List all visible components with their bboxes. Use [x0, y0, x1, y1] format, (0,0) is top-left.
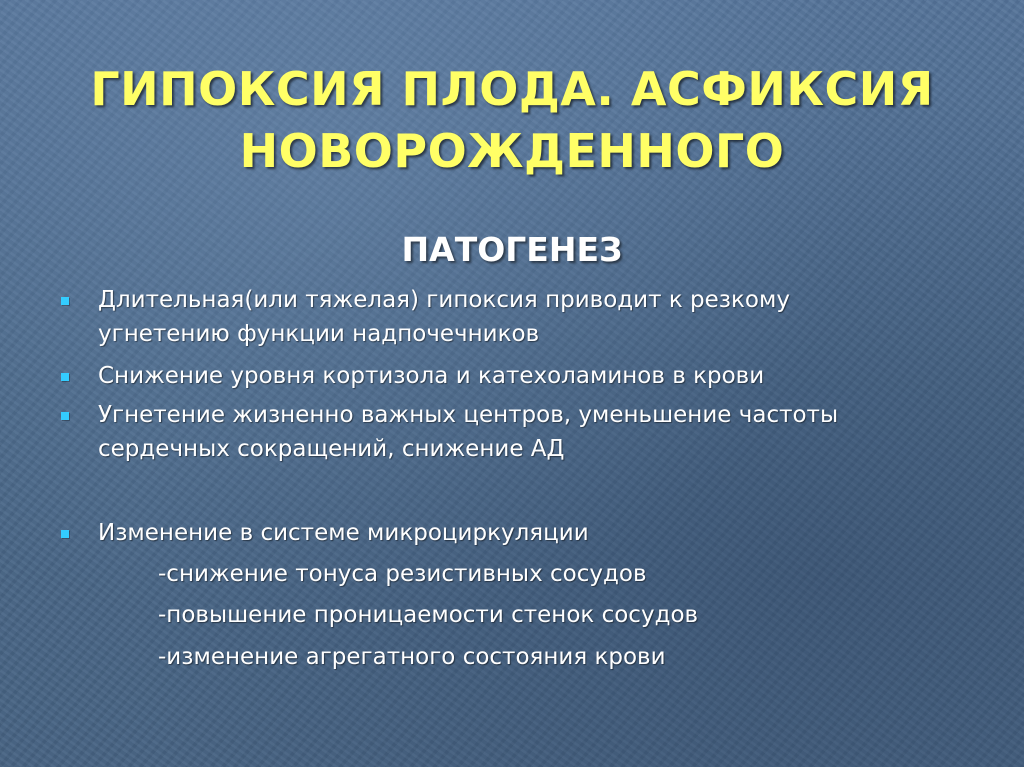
title-line-2: НОВОРОЖДЕННОГО	[239, 124, 785, 178]
bullet-item: Снижение уровня кортизола и катехоламинов в крови	[98, 363, 765, 389]
square-bullet-icon	[61, 373, 69, 381]
slide-title	[0, 58, 1024, 182]
sub-list-item: -повышение проницаемости стенок сосудов	[158, 602, 699, 628]
square-bullet-icon	[61, 412, 69, 420]
slide-subtitle: ПАТОГЕНЕЗ	[401, 230, 623, 269]
square-bullet-icon	[61, 530, 69, 538]
bullet-item: Угнетение жизненно важных центров, уменьшение частоты сердечных сокращений, снижение АД	[98, 402, 839, 462]
title-line-1: ГИПОКСИЯ ПЛОДА. АСФИКСИЯ	[90, 62, 934, 116]
bullet-item: Длительная(или тяжелая) гипоксия приводит к резкому угнетению функции надпочечников	[98, 287, 790, 347]
square-bullet-icon	[61, 297, 69, 305]
sub-list-item: -изменение агрегатного состояния крови	[158, 644, 666, 670]
sub-list-item: -снижение тонуса резистивных сосудов	[158, 561, 647, 587]
bullet-item: Изменение в системе микроциркуляции	[98, 520, 589, 546]
